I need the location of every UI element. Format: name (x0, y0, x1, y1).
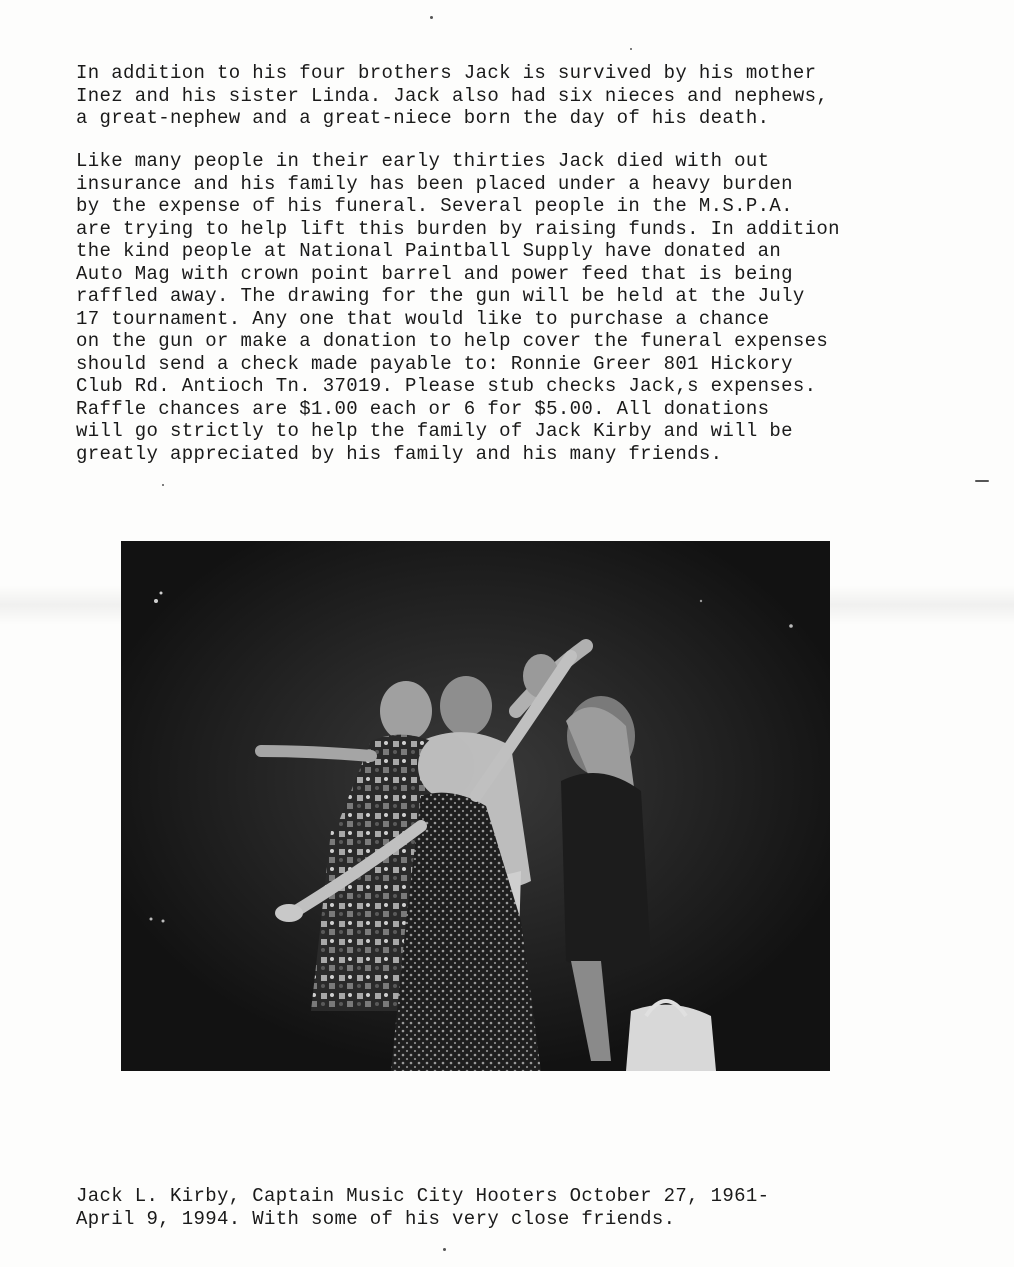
scan-speck (975, 480, 989, 482)
scan-speck (630, 48, 632, 50)
scan-speck (430, 16, 433, 19)
paragraph-survivors: In addition to his four brothers Jack is survived by his mother Inez and his sister Linda. Jack also had six nieces and nephews, a great-nephew and a great-niece born the day of his death. (76, 62, 829, 129)
group-photo-illustration (121, 541, 830, 1071)
group-photo (121, 541, 830, 1071)
scan-speck (162, 484, 164, 486)
paragraph-fundraiser: Like many people in their early thirties Jack died with out insurance and his family has been placed under a heavy burden by the expense of his funeral. Several people in the M.S.P.A. are trying to help lift this burden by raising funds. In addition the kind people at National Paintball Supply have donated an Auto Mag with crown point barrel and power feed that is being raffled away. The drawing for the gun will be held at the July 17 tournament. Any one that would like to purchase a chance on the gun or make a donation to help cover the funeral expenses should send a check made payable to: Ronnie Greer 801 Hickory Club Rd. Antioch Tn. 37019. Please stub checks Jack,s expenses. Raffle chances are $1.00 each or 6 for $5.00. All donations will go strictly to help the family of Jack Kirby and will be greatly appreciated by his family and his many friends. (76, 150, 840, 465)
scan-speck (443, 1248, 446, 1251)
photo-caption: Jack L. Kirby, Captain Music City Hooters October 27, 1961- April 9, 1994. With some of his very close friends. (76, 1185, 770, 1230)
